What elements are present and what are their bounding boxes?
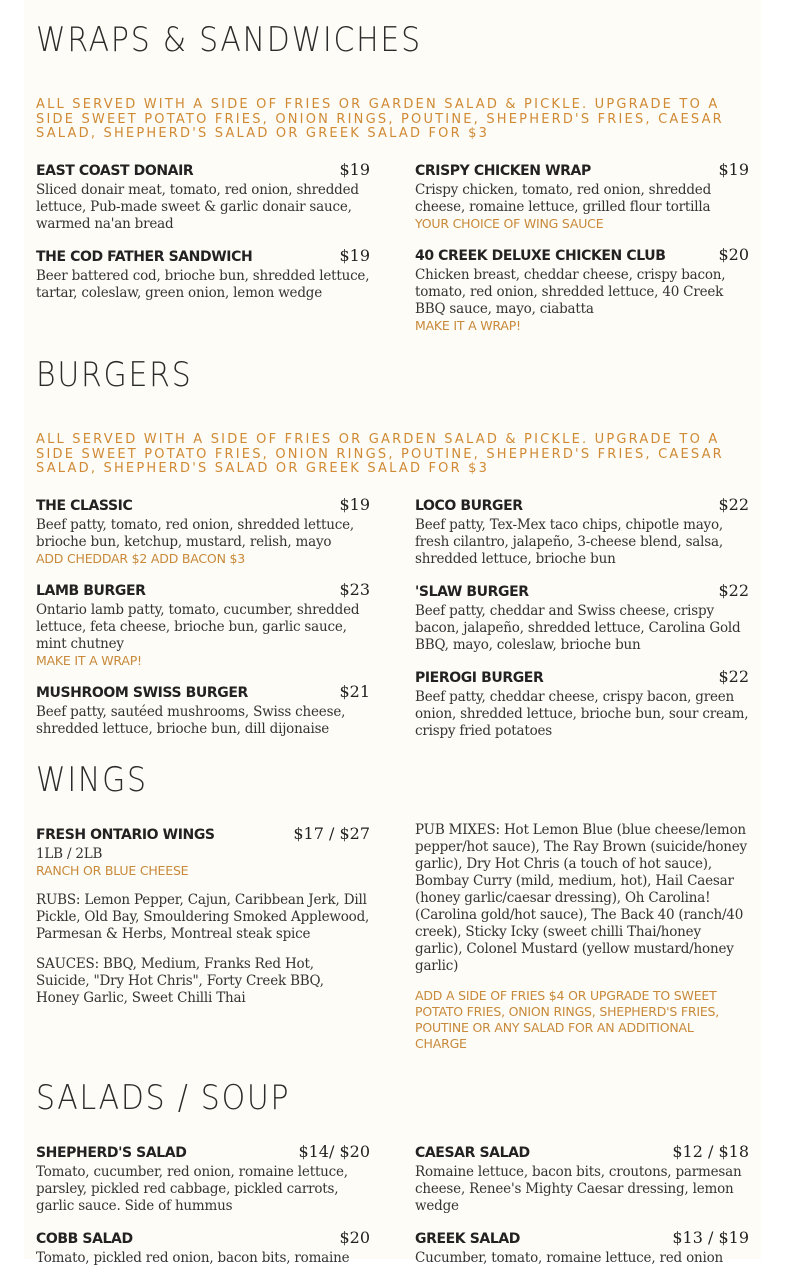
item-name: LAMB BURGER <box>36 583 146 599</box>
item-name: LOCO BURGER <box>415 498 523 514</box>
item-description: Beef patty, tomato, red onion, shredded lettuce, brioche bun, ketchup, mustard, relish, mayo <box>36 517 354 550</box>
item-description: Sliced donair meat, tomato, red onion, shredded lettuce, Pub-made sweet & garlic donair sauce, warmed na'an bread <box>36 182 359 232</box>
item-extra: ADD CHEDDAR $2 ADD BACON $3 <box>36 551 245 566</box>
section-title-wraps: WRAPS & SANDWICHES <box>36 20 422 60</box>
item-price: $13 / $19 <box>672 1228 749 1247</box>
menu-item <box>36 1228 370 1267</box>
item-price: $17 / $27 <box>293 824 370 843</box>
menu-item <box>415 245 749 334</box>
wraps-note: ALL SERVED WITH A SIDE OF FRIES OR GARDEN SALAD & PICKLE. UPGRADE TO A SIDE SWEET POTATO FRIES, ONION RINGS, POUTINE, SHEPHERD'S FRIES, CAESAR SALAD, SHEPHERD'S SALAD OR GREEK SALAD FOR $3 <box>36 97 724 141</box>
item-extra: MAKE IT A WRAP! <box>36 653 142 668</box>
item-name: PIEROGI BURGER <box>415 670 544 686</box>
menu-item <box>415 160 749 232</box>
item-description: Romaine lettuce, bacon bits, croutons, parmesan cheese, Renee's Mighty Caesar dressing, lemon wedge <box>415 1164 742 1214</box>
item-name: COBB SALAD <box>36 1231 133 1247</box>
item-name: GREEK SALAD <box>415 1231 521 1247</box>
menu-page <box>24 0 761 1266</box>
item-description: Tomato, cucumber, red onion, romaine lettuce, parsley, pickled red cabbage, pickled carrots, garlic sauce. Side of hummus <box>36 1164 348 1214</box>
menu-item <box>36 682 370 738</box>
item-price: $23 <box>339 580 370 599</box>
item-price: $19 <box>339 246 370 265</box>
item-description: Beer battered cod, brioche bun, shredded lettuce, tartar, coleslaw, green onion, lemon wedge <box>36 268 370 301</box>
item-name: 'SLAW BURGER <box>415 584 529 600</box>
item-description: Beef patty, Tex-Mex taco chips, chipotle mayo, fresh cilantro, jalapeño, 3-cheese blend, salsa, shredded lettuce, brioche bun <box>415 517 723 567</box>
burgers-note: ALL SERVED WITH A SIDE OF FRIES OR GARDEN SALAD & PICKLE. UPGRADE TO A SIDE SWEET POTATO FRIES, ONION RINGS, POUTINE, SHEPHERD'S FRIES, CAESAR SALAD, SHEPHERD'S SALAD OR GREEK SALAD FOR $3 <box>36 432 724 476</box>
item-description: Beef patty, cheddar cheese, crispy bacon, green onion, shredded lettuce, brioche bun, sour cream, crispy fried potatoes <box>415 689 749 739</box>
item-name: THE COD FATHER SANDWICH <box>36 249 253 265</box>
menu-item <box>415 495 749 568</box>
item-description: Ontario lamb patty, tomato, cucumber, shredded lettuce, feta cheese, brioche bun, garlic sauce, mint chutney <box>36 602 360 652</box>
wing-pub-mixes: PUB MIXES: Hot Lemon Blue (blue cheese/lemon pepper/hot sauce), The Ray Brown (suicide/honey garlic), Dry Hot Chris (a touch of hot sauce), Bombay Curry (mild, medium, hot), Hail Caesar (honey garlic/caesar dressing), Oh Carolina! (Carolina gold/hot sauce), The Back 40 (ranch/40 creek), Sticky Icky (sweet chilli Thai/honey garlic), Colonel Mustard (yellow mustard/honey garlic) <box>415 822 747 974</box>
section-title-wings: WINGS <box>36 760 148 800</box>
item-name: CAESAR SALAD <box>415 1145 530 1161</box>
item-price: $19 <box>339 160 370 179</box>
item-description: Crispy chicken, tomato, red onion, shredded cheese, romaine lettuce, grilled flour tortilla <box>415 182 712 215</box>
wing-sauces: SAUCES: BBQ, Medium, Franks Red Hot, Suicide, "Dry Hot Chris", Forty Creek BBQ, Honey Garlic, Sweet Chilli Thai <box>36 956 324 1006</box>
item-description: Beef patty, sautéed mushrooms, Swiss cheese, shredded lettuce, brioche bun, dill dijonaise <box>36 704 346 737</box>
menu-item <box>415 1228 749 1267</box>
item-description: Cucumber, tomato, romaine lettuce, red onion <box>415 1250 724 1266</box>
item-price: $22 <box>718 581 749 600</box>
item-price: $20 <box>339 1228 370 1247</box>
item-price: $14/ $20 <box>298 1142 370 1161</box>
menu-item <box>36 1142 370 1215</box>
item-price: $19 <box>339 495 370 514</box>
item-price: $12 / $18 <box>672 1142 749 1161</box>
item-name: SHEPHERD'S SALAD <box>36 1145 187 1161</box>
item-description: Chicken breast, cheddar cheese, crispy bacon, tomato, red onion, shredded lettuce, 40 Creek BBQ sauce, mayo, ciabatta <box>415 267 726 317</box>
item-name: 40 CREEK DELUXE CHICKEN CLUB <box>415 248 666 264</box>
item-name: MUSHROOM SWISS BURGER <box>36 685 248 701</box>
item-extra: RANCH OR BLUE CHEESE <box>36 863 189 878</box>
item-description: Tomato, pickled red onion, bacon bits, romaine <box>36 1250 350 1266</box>
item-name: CRISPY CHICKEN WRAP <box>415 163 591 179</box>
item-price: $21 <box>339 682 370 701</box>
item-extra: MAKE IT A WRAP! <box>415 318 521 333</box>
item-price: $22 <box>718 495 749 514</box>
menu-item <box>36 495 370 567</box>
menu-item <box>415 581 749 654</box>
item-price: $19 <box>718 160 749 179</box>
menu-item <box>415 667 749 740</box>
item-name: FRESH ONTARIO WINGS <box>36 827 215 843</box>
item-price: $22 <box>718 667 749 686</box>
menu-item <box>36 246 370 302</box>
item-price: $20 <box>718 245 749 264</box>
wing-pub-mixes-block <box>415 822 749 1052</box>
wing-rubs: RUBS: Lemon Pepper, Cajun, Caribbean Jerk, Dill Pickle, Old Bay, Smouldering Smoked Applewood, Parmesan & Herbs, Montreal steak spice <box>36 892 370 942</box>
wing-sizes: 1LB / 2LB <box>36 846 103 862</box>
item-description: Beef patty, cheddar and Swiss cheese, crispy bacon, jalapeño, shredded lettuce, Carolina Gold BBQ, mayo, coleslaw, brioche bun <box>415 603 741 653</box>
section-title-salads: SALADS / SOUP <box>36 1078 291 1118</box>
menu-item <box>415 1142 749 1215</box>
item-extra: YOUR CHOICE OF WING SAUCE <box>415 216 604 231</box>
item-name: EAST COAST DONAIR <box>36 163 194 179</box>
menu-item <box>36 160 370 233</box>
wing-side-note: ADD A SIDE OF FRIES $4 OR UPGRADE TO SWEET POTATO FRIES, ONION RINGS, SHEPHERD'S FRIES, POUTINE OR ANY SALAD FOR AN ADDITIONAL CHARGE <box>415 988 720 1051</box>
menu-item <box>36 580 370 669</box>
menu-item-wings <box>36 824 370 1007</box>
section-title-burgers: BURGERS <box>36 355 193 395</box>
item-name: THE CLASSIC <box>36 498 133 514</box>
